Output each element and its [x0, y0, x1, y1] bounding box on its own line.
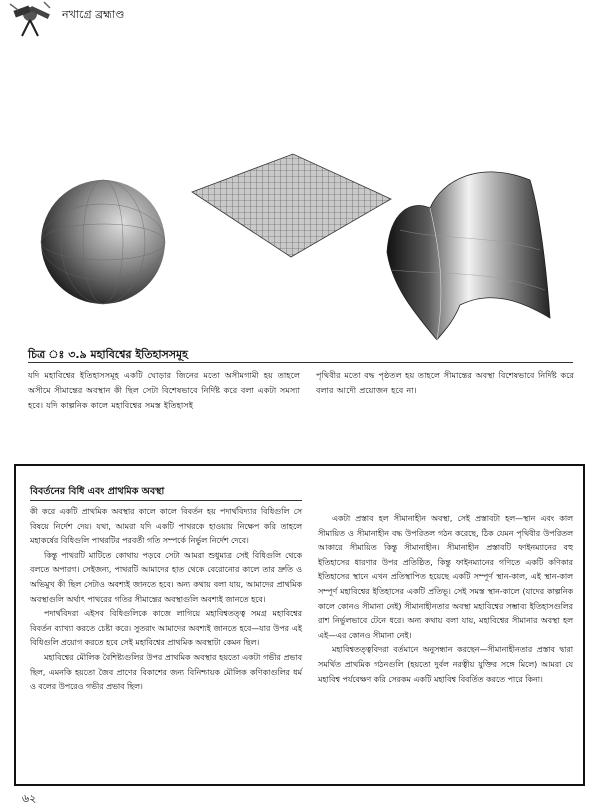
running-title: নখাগ্রে ব্রহ্মাণ্ড — [62, 8, 125, 21]
page-number: ৬২ — [22, 792, 37, 805]
caption-divider — [28, 362, 573, 363]
box-title: বিবর্তনের বিধি এবং প্রাথমিক অবস্থা — [30, 486, 165, 497]
flat-plane-shape — [192, 154, 391, 257]
box-column-right — [318, 512, 573, 687]
box-paragraph: পদার্থবিদরা এইসব বিধিগুলিকে কাজে লাগিয়ে মহাবিশ্বতত্ত্ব সমগ্র মহাবিশ্বের বিবর্তন ব্যাখ্যা করতে চেষ্টা করে। সুতরাং আমাদের অবশ্যই জানতে হবে—যার উপর এই বিধিগুলি প্রয়োগ করতে হবে সেই মহাবিশ্বের প্রাথমিক অবস্থাটা কেমন ছিল। — [30, 609, 302, 648]
figure-illustration — [40, 140, 560, 340]
box-paragraph: একটা প্রস্তাব হল সীমানাহীন অবস্থা, সেই প্রস্তাবটা হল—স্থান এবং কাল সীমায়িত ও সীমানাহীন বদ্ধ উপরিতল গঠন করেছে, ঠিক যেমন পৃথিবীর উপরিতল আকারে সীমায়িত কিন্তু সীমানাহীন। সীমানাহীন প্রস্তাবটি ফাইনম্যানের বহু ইতিহাসের ধারণার উপর প্রতিষ্ঠিত, কিন্তু ফাইনম্যানের গণিতে একটি কণিকার ইতিহাসের স্থানে এখন প্রতিস্থাপিত হয়েছে একটি সম্পূর্ণ স্থান-কাল, এই স্থান-কাল সম্পূর্ণ মহাবিশ্বের ইতিহাসের একটি প্রতিভূ। সেই সমস্ত স্থান-কালে (যাদের কাল্পনিক কালে কোনও সীমানা নেই) সীমানাহীনতার অবস্থা মহাবিশ্বের সম্ভাব্য ইতিহাসগুলির রাশ নির্ভুলভাবে টেনে ধরে। অন্য কথায় বলা যায়, মহাবিশ্বের সীমানার অবস্থা হল এই—এর কোনও সীমানা নেই। — [318, 514, 573, 640]
body-column-left: যদি মহাবিশ্বের ইতিহাসসমূহ একটি ঘোড়ার জিনের মতো অসীমগামী হয় তাহলে অসীমে সীমান্তের অবস্থান কী ছিল সেটা বিশেষভাবে নির্দিষ্ট করে বলা একটা সমস্যা হবে। যদি কাল্পনিক কালে মহাবিশ্বের সমস্ত ইতিহাসই — [28, 370, 300, 410]
box-paragraph: মহাবিশ্বের মৌলিক বৈশিষ্ট্যগুলির উপর প্রাথমিক অবস্থার হয়তো একটা গভীর প্রভাব ছিল, এমনকি হয়তো জৈব প্রাণের বিকাশের জন্য বিনিশ্চায়ক মৌলিক কণিকাগুলির ধর্ম ও বলের উপরেও গভীর প্রভাব ছিল। — [30, 652, 302, 692]
telescope-icon — [4, 0, 56, 38]
box-column-left — [30, 505, 302, 695]
sphere-shape — [41, 180, 165, 304]
box-paragraph: কী করে একটি প্রাথমিক অবস্থার কালে কালে বিবর্তন হয় পদার্থবিদ্যার বিধিগুলি সে বিষয়ে নির্দেশ দেয়। যথা, আমরা যদি একটি পাথরকে হাওয়ায় নিক্ষেপ করি তাহলে মহাকর্ষের বিধিগুলি পাথরটির পরবর্তী গতি সম্পর্কে নির্ভুল নির্দেশ দেবে। — [30, 507, 302, 546]
body-column-right: পৃথিবীর মতো বদ্ধ পৃষ্ঠতল হয় তাহলে সীমান্তের অবস্থা বিশেষভাবে নির্দিষ্ট করে বলার আদৌ প্রয়োজন হবে না। — [316, 370, 574, 395]
box-paragraph: মহাবিশ্বতত্ত্ববিদরা বর্তমানে অনুসন্ধান করছেন—সীমানাহীনতার প্রস্তাব দ্বারা সমর্থিত প্রাথমিক গঠনগুলি (হয়তো দুর্বল নরত্বীয় যুক্তির সঙ্গে মিলে) আমরা যে মহাবিশ্ব পর্যবেক্ষণ করি সেরকম একটি মহাবিশ্ব বিবর্তিত করতে পারে কিনা। — [318, 645, 573, 684]
box-title-underline — [30, 500, 302, 501]
figure-caption: চিত্র ঃ ৩.৯ মহাবিশ্বের ইতিহাসসমূহ — [28, 348, 188, 361]
box-paragraph: কিন্তু পাথরটি মাটিতে কোথায় পড়বে সেটা আমরা শুধুমাত্র সেই বিধিগুলি থেকে বলতে অপারগ। সেইজন্য, পাথরটি আমাদের হাত থেকে বেরোনোর কালে তার দ্রুতি ও অভিমুখ কী ছিল সেটাও অবশ্যই জানতে হবে। অন্য কথায় বলা যায়, আমাদের প্রাথমিক অবস্থাগুলি অর্থাৎ পাথরের গতির সীমান্তের অবস্থাগুলি অবশ্যই জানতে হবে। — [30, 550, 302, 604]
saddle-shape — [387, 172, 550, 340]
